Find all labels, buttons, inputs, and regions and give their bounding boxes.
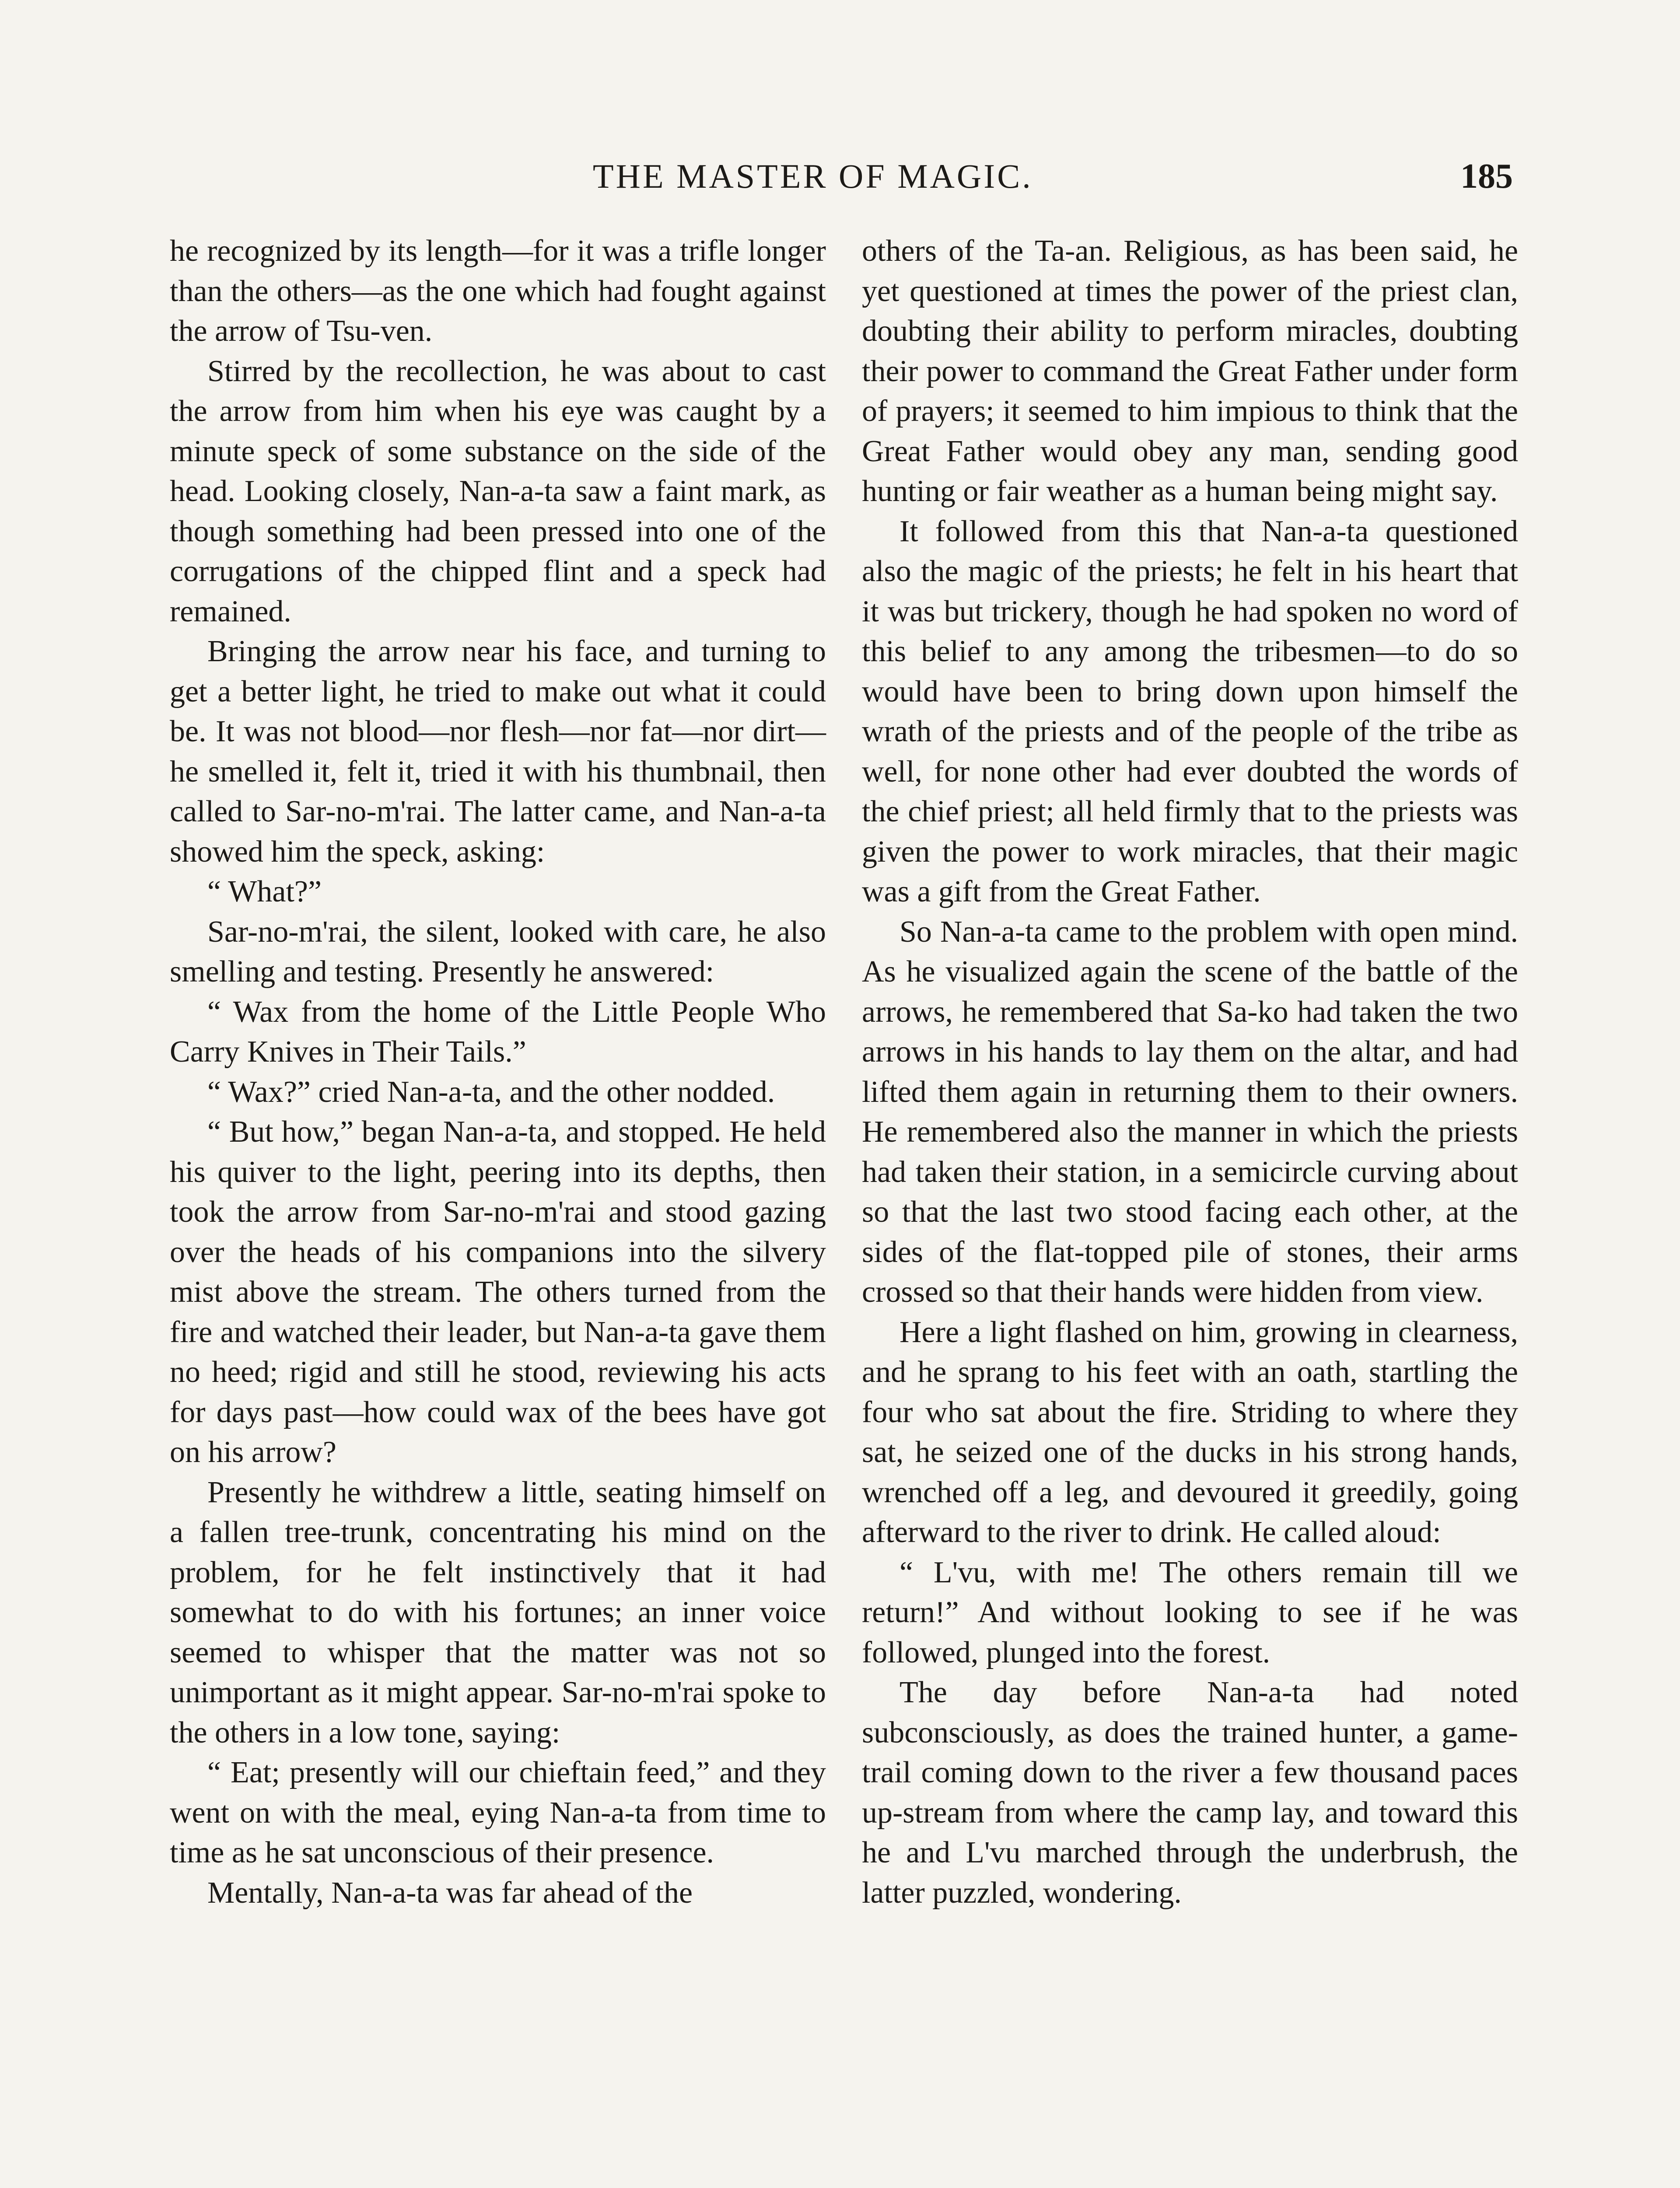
paragraph: Sar-no-m'rai, the silent, looked with care, he also smelling and testing. Presently he answered: — [170, 915, 826, 989]
dialogue-line: “ L'vu, with me! The others remain till we return!” And without looking to see if he was followed, plunged into the forest. — [862, 1555, 1518, 1669]
page-number: 185 — [1460, 157, 1513, 196]
dialogue-line: “ Wax?” cried Nan-a-ta, and the other nodded. — [207, 1075, 775, 1109]
dialogue-line: “ What?” — [207, 875, 322, 908]
paragraph: others of the Ta-an. Religious, as has been said, he yet questioned at times the power of the priest clan, doubting their ability to perform miracles, doubting their power to command the Great Father under form of prayers; it seemed to him impious to think that the Great Father would obey any man, sending good hunting or fair weather as a human being might say. — [862, 234, 1518, 508]
page-header — [0, 152, 1680, 200]
right-column — [862, 231, 1518, 1913]
paragraph: It followed from this that Nan-a-ta questioned also the magic of the priests; he felt in his heart that it was but trickery, though he had spoken no word of this belief to any among the tribesmen—to do so would have been to bring down upon himself the wrath of the priests and of the people of the tribe as well, for none other had ever doubted the words of the chief priest; all held firmly that to the priests was given the power to work miracles, that their magic was a gift from the Great Father. — [862, 514, 1518, 908]
running-title: THE MASTER OF MAGIC. — [593, 157, 1033, 195]
paragraph: “ Eat; presently will our chieftain feed,” and they went on with the meal, eying Nan-a-ta from time to time as he sat unconscious of their presence. — [170, 1756, 826, 1869]
paragraph: Stirred by the recollection, he was about to cast the arrow from him when his eye was caught by a minute speck of some substance on the side of the head. Looking closely, Nan-a-ta saw a faint mark, as though something had been pressed into one of the corrugations of the chipped flint and a speck had remained. — [170, 354, 826, 628]
dialogue-line: “ Wax from the home of the Little People Who Carry Knives in Their Tails.” — [170, 995, 826, 1069]
paragraph: he recognized by its length—for it was a trifle longer than the others—as the one which had fought against the arrow of Tsu-ven. — [170, 234, 826, 348]
paragraph: So Nan-a-ta came to the problem with open mind. As he visualized again the scene of the battle of the arrows, he remembered that Sa-ko had taken the two arrows in his hands to lay them on the altar, and had lifted them again in returning them to their owners. He remembered also the manner in which the priests had taken their station, in a semicircle curving about so that the last two stood facing each other, at the sides of the flat-topped pile of stones, their arms crossed so that their hands were hidden from view. — [862, 915, 1518, 1309]
paragraph: Presently he withdrew a little, seating himself on a fallen tree-trunk, concentrating his mind on the problem, for he felt instinctively that it had somewhat to do with his fortunes; an inner voice seemed to whisper that the matter was not so unimportant as it might appear. Sar-no-m'rai spoke to the others in a low tone, saying: — [170, 1475, 826, 1750]
paragraph: The day before Nan-a-ta had noted subconsciously, as does the trained hunter, a game-trail coming down to the river a few thousand paces up-stream from where the camp lay, and toward this he and L'vu marched through the underbrush, the latter puzzled, wondering. — [862, 1676, 1518, 1910]
paragraph: Here a light flashed on him, growing in clearness, and he sprang to his feet with an oath, startling the four who sat about the fire. Striding to where they sat, he seized one of the ducks in his strong hands, wrenched off a leg, and devoured it greedily, going afterward to the river to drink. He called aloud: — [862, 1315, 1518, 1549]
paragraph: “ But how,” began Nan-a-ta, and stopped. He held his quiver to the light, peering into its depths, then took the arrow from Sar-no-m'rai and stood gazing over the heads of his companions into the silvery mist above the stream. The others turned from the fire and watched their leader, but Nan-a-ta gave them no heed; rigid and still he stood, reviewing his acts for days past—how could wax of the bees have got on his arrow? — [170, 1115, 826, 1469]
paragraph: Mentally, Nan-a-ta was far ahead of the — [207, 1876, 693, 1910]
left-column — [170, 231, 826, 1913]
paragraph: Bringing the arrow near his face, and turning to get a better light, he tried to make out what it could be. It was not blood—nor flesh—nor fat—nor dirt—he smelled it, felt it, tried it with his thumbnail, then called to Sar-no-m'rai. The latter came, and Nan-a-ta showed him the speck, asking: — [170, 635, 826, 869]
